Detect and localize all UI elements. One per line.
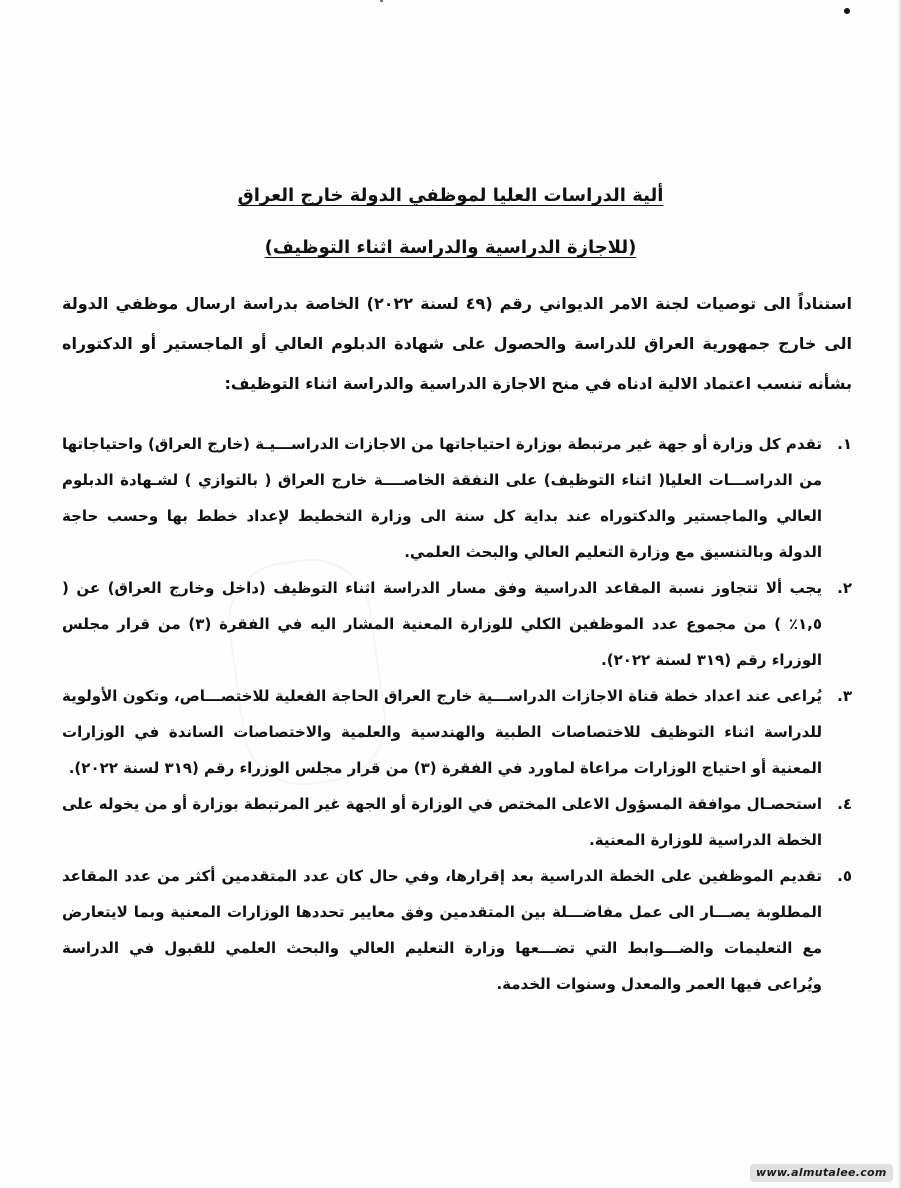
provision-text: يُراعى عند اعداد خطة قناة الاجازات الدراســـية خارج العراق الحاجة الفعلية للاختصـــاص، وتكون الأولوية للدراسة اثناء التوظيف للاختصاصات الطبية والهندسية والعلمية والاختصاصات الساندة في الوزارات المعنية أو احتياج الوزارات مراعاة لماورد في الفقرة (٣) من قرار مجلس الوزراء رقم (٣١٩ لسنة ٢٠٢٢). (62, 687, 822, 777)
provisions-list (62, 426, 852, 1002)
scan-speck-mark (380, 0, 383, 2)
provision-item (62, 570, 852, 678)
provision-number: ٣. (837, 687, 852, 705)
provision-item (62, 426, 852, 570)
provision-number: ٥. (837, 867, 852, 885)
provision-text: تقدم كل وزارة أو جهة غير مرتبطة بوزارة احتياجاتها من الاجازات الدراســـيـة (خارج العراق) واحتياجاتها من الدراســـات العليا( اثناء التوظيف) على النفقة الخاصــــة خارج العراق ( بالتوازي ) لشـهادة الدبلوم العالي والماجستير والدكتوراه عند بداية كل سنة الى وزارة التخطيط لإعداد خطط بها وحسب حاجة الدولة وبالتنسيق مع وزارة التعليم العالي والبحث العلمي. (62, 435, 822, 561)
intro-paragraph: استناداً الى توصيات لجنة الامر الديواني رقم (٤٩ لسنة ٢٠٢٢) الخاصة بدراسة ارسال موظفي الدولة الى خارج جمهورية العراق للدراسة والحصول على شهادة الدبلوم العالي أو الماجستير أو الدكتوراه بشأنه تنسب اعتماد الالية ادناه في منح الاجازة الدراسية والدراسة اثناء التوظيف: (62, 294, 852, 393)
scan-dot-mark (844, 8, 850, 14)
provision-text: استحصـال موافقة المسؤول الاعلى المختص في الوزارة أو الجهة غير المرتبطة بوزارة أو من يخوله على الخطة الدراسية للوزارة المعنية. (62, 795, 822, 849)
provision-text: يجب ألا تتجاوز نسبة المقاعد الدراسية وفق مسار الدراسة اثناء التوظيف (داخل وخارج العراق) عن ( ١,٥٪ ) من مجموع عدد الموظفين الكلي للوزارة المعنية المشار اليه في الفقرة (٣) من قرار مجلس الوزراء رقم (٣١٩ لسنة ٢٠٢٢). (62, 579, 822, 669)
provision-item (62, 858, 852, 1002)
provision-number: ١. (837, 435, 852, 453)
document-subtitle: (للاجازة الدراسية والدراسة اثناء التوظيف) (264, 237, 637, 258)
provision-number: ٤. (837, 795, 852, 813)
provision-item (62, 678, 852, 786)
document-title: ألية الدراسات العليا لموظفي الدولة خارج العراق (237, 185, 664, 206)
provision-number: ٢. (837, 579, 852, 597)
provision-item (62, 786, 852, 858)
website-watermark: www.almutalee.com (750, 1164, 893, 1182)
provision-text: تقديم الموظفين على الخطة الدراسية بعد إقرارها، وفي حال كان عدد المتقدمين أكثر من عدد المقاعد المطلوبة يصـــار الى عمل مفاضـــلة بين المتقدمين وفق معايير تحددها الوزارات المعنية وبما لايتعارض مع التعليمات والضـــوابط التي تضـــعها وزارة التعليم العالي والبحث العلمي للقبول في الدراسة ويُراعى فيها العمر والمعدل وسنوات الخدمة. (62, 867, 822, 993)
